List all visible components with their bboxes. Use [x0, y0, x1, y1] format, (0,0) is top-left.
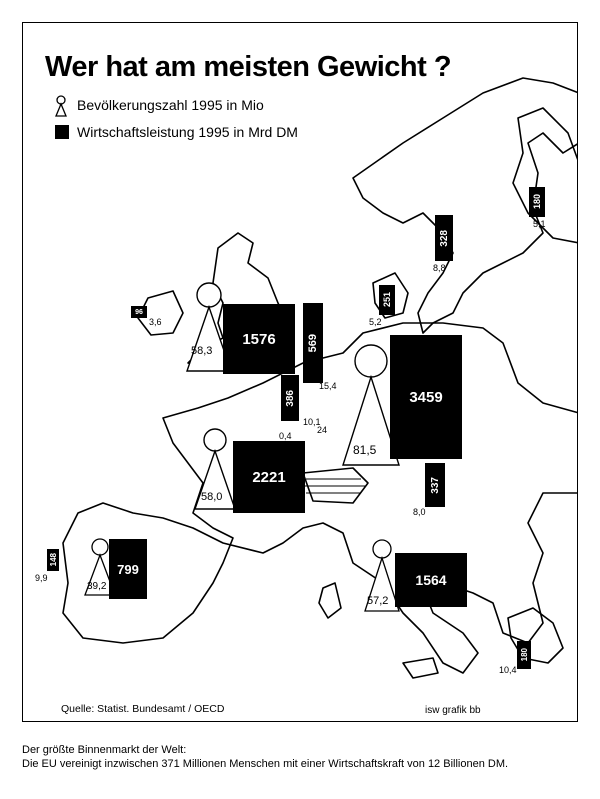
gdp-value-ie: 96 [135, 308, 143, 316]
gdp-block-at [425, 463, 445, 507]
gdp-block-pt [47, 549, 59, 571]
gdp-value-se: 328 [438, 229, 450, 247]
gdp-block-gr [517, 641, 531, 669]
pop-label-ie: 3,6 [149, 317, 162, 327]
gdp-block-es [109, 539, 147, 599]
block-icon [55, 125, 69, 139]
pop-label-gr: 10,4 [499, 665, 517, 675]
gdp-block-ie [131, 306, 147, 318]
footer-line-1: Der größte Binnenmarkt der Welt: [22, 744, 187, 756]
pop-label-pt: 9,9 [35, 573, 48, 583]
legend-population: Bevölkerungszahl 1995 in Mio [77, 97, 264, 113]
pop-label-fr: 58,0 [201, 491, 223, 503]
pop-label-es: 39,2 [87, 581, 107, 592]
gdp-value-de: 3459 [409, 388, 443, 406]
gdp-value-gr: 180 [519, 648, 529, 662]
pop-label-lu: 0,4 [279, 431, 292, 441]
gdp-block-se [435, 215, 453, 261]
legend-economy: Wirtschaftsleistung 1995 in Mrd DM [77, 124, 298, 140]
sardinia-outline [319, 583, 341, 618]
gdp-block-it [395, 553, 467, 607]
footer-line-2: Die EU vereinigt inzwischen 371 Millionen Menschen mit einer Wirtschaftskraft von 12 Billionen DM. [22, 758, 509, 770]
pop-label-uk: 58,3 [191, 345, 213, 357]
gdp-value-be: 386 [284, 389, 296, 407]
pop-label-de: 81,5 [353, 443, 377, 457]
pop-label-be: 10,1 [303, 417, 321, 427]
gdp-value-es: 799 [117, 561, 139, 577]
gdp-value-uk: 1576 [242, 330, 276, 348]
gdp-block-be [281, 375, 299, 421]
gdp-value-fr: 2221 [252, 468, 286, 486]
gdp-value-fi: 180 [532, 194, 542, 210]
gdp-block-de [390, 335, 462, 459]
pop-label-nl: 15,4 [319, 381, 337, 391]
figure-frame [22, 22, 578, 722]
gdp-block-nl [303, 303, 323, 383]
gdp-block-dk [379, 285, 395, 315]
person-icon [55, 95, 67, 117]
gdp-block-fr [233, 441, 305, 513]
sicily-outline [403, 658, 438, 678]
pop-label-at: 8,0 [413, 507, 426, 517]
source-note: Quelle: Statist. Bundesamt / OECD [61, 703, 225, 715]
gdp-value-dk: 251 [382, 292, 392, 308]
pop-label-se: 8,8 [433, 263, 446, 273]
gdp-value-nl: 569 [307, 333, 319, 353]
gdp-value-lu: 24 [317, 425, 328, 435]
graphic-credit: isw grafik bb [425, 705, 481, 716]
gdp-block-fi [529, 187, 545, 217]
gdp-value-pt: 148 [48, 553, 58, 567]
gdp-value-it: 1564 [415, 572, 447, 588]
gdp-value-at: 337 [429, 476, 441, 494]
pop-label-dk: 5,2 [369, 317, 382, 327]
chart-title: Wer hat am meisten Gewicht ? [45, 51, 452, 83]
pop-label-fi: 5,1 [533, 219, 546, 229]
pop-label-it: 57,2 [367, 595, 389, 607]
gdp-block-uk [223, 304, 295, 374]
